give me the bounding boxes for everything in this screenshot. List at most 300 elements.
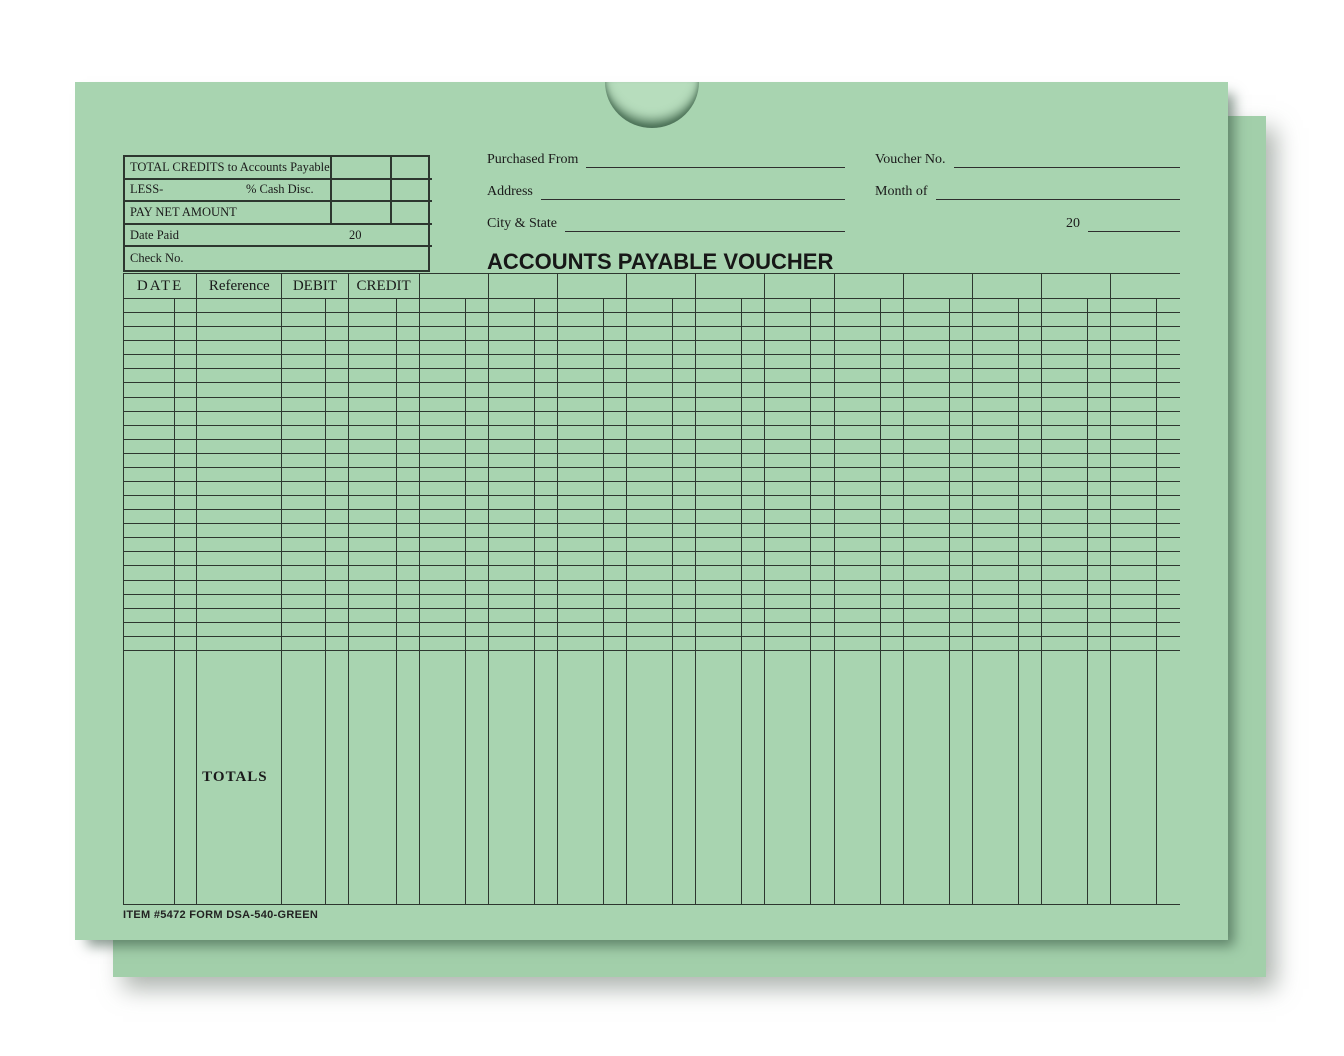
ledger-cell bbox=[534, 580, 557, 594]
ledger-cell bbox=[175, 341, 197, 355]
ledger-cell bbox=[534, 411, 557, 425]
ledger-cell bbox=[282, 636, 326, 650]
ledger-cell bbox=[557, 552, 603, 566]
ledger-cell bbox=[834, 453, 880, 467]
ledger-cell bbox=[949, 327, 972, 341]
ledger-cell bbox=[1157, 496, 1180, 510]
ledger-cell bbox=[673, 482, 696, 496]
ledger-cell bbox=[604, 594, 627, 608]
ledger-cell bbox=[465, 552, 488, 566]
ledger-cell bbox=[1111, 496, 1157, 510]
ledger-cell bbox=[557, 538, 603, 552]
ledger-cell bbox=[197, 482, 282, 496]
ledger-cell bbox=[534, 594, 557, 608]
ledger-cell bbox=[1018, 355, 1041, 369]
ledger-cell bbox=[1018, 524, 1041, 538]
ledger-cell bbox=[534, 369, 557, 383]
ledger-cell bbox=[1157, 608, 1180, 622]
ledger-cell bbox=[903, 313, 949, 327]
ledger-cell bbox=[419, 650, 465, 904]
ledger-cell bbox=[811, 453, 834, 467]
ledger-cell bbox=[765, 482, 811, 496]
ledger-cell bbox=[903, 467, 949, 481]
ledger-cell bbox=[742, 482, 765, 496]
ledger-cell bbox=[419, 608, 465, 622]
ledger-cell bbox=[1041, 383, 1087, 397]
ledger-cell bbox=[396, 580, 419, 594]
ledger-cell bbox=[1018, 369, 1041, 383]
ledger-cell bbox=[534, 650, 557, 904]
ledger-cell bbox=[1088, 566, 1111, 580]
ledger-cell bbox=[557, 636, 603, 650]
ledger-cell bbox=[1157, 355, 1180, 369]
summary-label: LESS- bbox=[130, 182, 164, 197]
ledger-cell bbox=[880, 650, 903, 904]
ledger-cell bbox=[488, 510, 534, 524]
ledger-cell bbox=[348, 383, 396, 397]
ledger-cell bbox=[834, 636, 880, 650]
ledger-cell bbox=[880, 608, 903, 622]
ledger-cell bbox=[627, 552, 673, 566]
ledger-cell bbox=[197, 411, 282, 425]
ledger-cell bbox=[972, 496, 1018, 510]
ledger-cell bbox=[197, 496, 282, 510]
ledger-cell bbox=[1018, 552, 1041, 566]
ledger-cell bbox=[765, 369, 811, 383]
ledger-cell bbox=[1018, 608, 1041, 622]
ledger-cell bbox=[348, 580, 396, 594]
summary-box bbox=[123, 155, 430, 272]
ledger-cell bbox=[1088, 313, 1111, 327]
ledger-cell bbox=[1088, 341, 1111, 355]
ledger-cell bbox=[348, 425, 396, 439]
ledger-cell bbox=[534, 524, 557, 538]
ledger-cell bbox=[903, 327, 949, 341]
ledger-cell bbox=[326, 425, 348, 439]
ledger-cell bbox=[465, 355, 488, 369]
ledger-cell bbox=[972, 650, 1018, 904]
ledger-cell bbox=[465, 383, 488, 397]
ledger-cell bbox=[1041, 397, 1087, 411]
ledger-cell bbox=[834, 622, 880, 636]
ledger-cell bbox=[696, 538, 742, 552]
ledger-cell bbox=[811, 439, 834, 453]
ledger-cell bbox=[197, 397, 282, 411]
ledger-cell bbox=[197, 327, 282, 341]
ledger-cell bbox=[348, 496, 396, 510]
ledger-cell bbox=[1018, 327, 1041, 341]
ledger-cell bbox=[488, 622, 534, 636]
ledger-cell bbox=[197, 341, 282, 355]
ledger-cell bbox=[742, 355, 765, 369]
ledger-cell bbox=[396, 341, 419, 355]
ledger-cell bbox=[627, 453, 673, 467]
ledger-cell bbox=[282, 538, 326, 552]
ledger-cell bbox=[1157, 650, 1180, 904]
ledger-cell bbox=[396, 425, 419, 439]
ledger-cell bbox=[488, 411, 534, 425]
ledger-cell bbox=[880, 496, 903, 510]
ledger-cell bbox=[949, 510, 972, 524]
ledger-cell bbox=[1018, 622, 1041, 636]
ledger-cell bbox=[1088, 355, 1111, 369]
ledger-cell bbox=[282, 313, 326, 327]
ledger-cell bbox=[903, 650, 949, 904]
ledger-cell bbox=[604, 580, 627, 594]
ledger-cell bbox=[419, 383, 465, 397]
ledger-cell bbox=[1111, 453, 1157, 467]
ledger-cell bbox=[811, 650, 834, 904]
ledger-cell bbox=[765, 439, 811, 453]
ledger-cell bbox=[1041, 439, 1087, 453]
ledger-cell bbox=[604, 608, 627, 622]
ledger-cell bbox=[348, 467, 396, 481]
ledger-cell bbox=[1111, 608, 1157, 622]
ledger-cell bbox=[1041, 299, 1087, 313]
ledger-cell bbox=[765, 397, 811, 411]
ledger-cell bbox=[1018, 594, 1041, 608]
ledger-cell bbox=[534, 538, 557, 552]
ledger-cell bbox=[811, 594, 834, 608]
ledger-cell bbox=[282, 411, 326, 425]
ledger-cell bbox=[534, 355, 557, 369]
ledger-cell bbox=[124, 594, 175, 608]
ledger-cell bbox=[488, 383, 534, 397]
field-city-state bbox=[487, 216, 845, 232]
ledger-cell bbox=[834, 467, 880, 481]
ledger-cell bbox=[197, 622, 282, 636]
ledger-cell bbox=[604, 566, 627, 580]
ledger-cell bbox=[419, 594, 465, 608]
ledger-cell bbox=[124, 425, 175, 439]
ledger-cell bbox=[124, 341, 175, 355]
ledger-cell bbox=[1157, 636, 1180, 650]
ledger-row bbox=[124, 622, 1181, 636]
ledger-cell bbox=[465, 636, 488, 650]
ledger-row bbox=[124, 636, 1181, 650]
ledger-cell bbox=[124, 327, 175, 341]
ledger-cell bbox=[124, 482, 175, 496]
ledger-cell bbox=[627, 439, 673, 453]
ledger-cell bbox=[972, 369, 1018, 383]
ledger-row bbox=[124, 524, 1181, 538]
ledger-cell bbox=[197, 636, 282, 650]
ledger-cell bbox=[465, 524, 488, 538]
ledger-cell bbox=[1041, 566, 1087, 580]
ledger-cell bbox=[465, 496, 488, 510]
ledger-cell bbox=[949, 650, 972, 904]
ledger-cell bbox=[124, 580, 175, 594]
ledger-cell bbox=[949, 341, 972, 355]
ledger-cell bbox=[396, 313, 419, 327]
ledger-cell bbox=[488, 453, 534, 467]
ledger-cell bbox=[1088, 524, 1111, 538]
ledger-cell bbox=[834, 397, 880, 411]
ledger-cell bbox=[557, 608, 603, 622]
ledger-cell bbox=[742, 538, 765, 552]
ledger-cell bbox=[348, 552, 396, 566]
ledger-cell bbox=[282, 594, 326, 608]
ledger-cell bbox=[811, 482, 834, 496]
ledger-cell bbox=[1018, 566, 1041, 580]
ledger-cell bbox=[557, 425, 603, 439]
ledger-cell bbox=[1111, 425, 1157, 439]
ledger-cell bbox=[880, 538, 903, 552]
ledger-cell bbox=[880, 327, 903, 341]
ledger-cell bbox=[557, 299, 603, 313]
ledger-cell bbox=[834, 327, 880, 341]
ledger-cell bbox=[1157, 341, 1180, 355]
ledger-row bbox=[124, 439, 1181, 453]
ledger-cell bbox=[880, 439, 903, 453]
summary-cents-cell bbox=[390, 180, 432, 201]
ledger-cell bbox=[696, 369, 742, 383]
ledger-cell bbox=[557, 467, 603, 481]
ledger-cell bbox=[326, 439, 348, 453]
field-voucher-no bbox=[875, 152, 1180, 168]
ledger-cell bbox=[465, 467, 488, 481]
ledger-cell bbox=[834, 383, 880, 397]
ledger-cell bbox=[604, 622, 627, 636]
ledger-cell bbox=[488, 594, 534, 608]
ledger-cell bbox=[348, 622, 396, 636]
ledger-row bbox=[124, 355, 1181, 369]
field-purchased-from bbox=[487, 152, 845, 168]
ledger-cell bbox=[197, 425, 282, 439]
ledger-cell bbox=[949, 552, 972, 566]
ledger-cell bbox=[326, 552, 348, 566]
ledger-cell bbox=[282, 608, 326, 622]
ledger-cell bbox=[197, 510, 282, 524]
ledger-cell bbox=[1111, 622, 1157, 636]
ledger-cell bbox=[880, 355, 903, 369]
thumb-cut-notch bbox=[605, 82, 699, 128]
ledger-cell bbox=[1018, 538, 1041, 552]
ledger-cell bbox=[396, 467, 419, 481]
ledger-cell bbox=[604, 355, 627, 369]
ledger-cell bbox=[557, 411, 603, 425]
ledger-cell bbox=[1041, 425, 1087, 439]
ledger-cell bbox=[1088, 453, 1111, 467]
ledger-cell bbox=[949, 467, 972, 481]
ledger-cell bbox=[197, 552, 282, 566]
ledger-cell bbox=[972, 383, 1018, 397]
ledger-cell bbox=[396, 397, 419, 411]
ledger-cell bbox=[282, 467, 326, 481]
ledger-cell bbox=[348, 453, 396, 467]
ledger-cell bbox=[1018, 636, 1041, 650]
ledger-cell bbox=[197, 453, 282, 467]
ledger-cell bbox=[488, 580, 534, 594]
ledger-cell bbox=[465, 411, 488, 425]
ledger-row bbox=[124, 327, 1181, 341]
ledger-cell bbox=[1157, 383, 1180, 397]
ledger-cell bbox=[811, 524, 834, 538]
ledger-cell bbox=[419, 524, 465, 538]
ledger-row bbox=[124, 411, 1181, 425]
ledger-cell bbox=[175, 397, 197, 411]
ledger-cell bbox=[1111, 552, 1157, 566]
blank-line bbox=[586, 152, 845, 168]
ledger-cell bbox=[696, 327, 742, 341]
ledger-cell bbox=[326, 482, 348, 496]
ledger-cell bbox=[326, 467, 348, 481]
ledger-cell bbox=[1111, 369, 1157, 383]
ledger-cell bbox=[949, 608, 972, 622]
ledger-cell bbox=[811, 355, 834, 369]
ledger-cell bbox=[175, 411, 197, 425]
ledger-cell bbox=[673, 566, 696, 580]
ledger-cell bbox=[557, 397, 603, 411]
summary-amount-cell bbox=[330, 157, 390, 178]
ledger-cell bbox=[765, 467, 811, 481]
ledger-cell bbox=[742, 608, 765, 622]
ledger-cell bbox=[949, 425, 972, 439]
summary-label: % Cash Disc. bbox=[245, 182, 314, 197]
blank-line bbox=[565, 216, 845, 232]
ledger-cell bbox=[1111, 341, 1157, 355]
ledger-cell bbox=[1018, 313, 1041, 327]
ledger-cell bbox=[557, 383, 603, 397]
ledger-row bbox=[124, 313, 1181, 327]
ledger-cell bbox=[348, 411, 396, 425]
ledger-cell bbox=[465, 453, 488, 467]
ledger-cell bbox=[282, 299, 326, 313]
ledger-cell bbox=[627, 608, 673, 622]
ledger-cell bbox=[175, 482, 197, 496]
ledger-row bbox=[124, 369, 1181, 383]
ledger-cell bbox=[742, 383, 765, 397]
ledger-cell bbox=[972, 482, 1018, 496]
ledger-cell bbox=[765, 355, 811, 369]
ledger-cell bbox=[811, 425, 834, 439]
ledger-cell bbox=[396, 608, 419, 622]
ledger-cell bbox=[696, 510, 742, 524]
ledger-cell bbox=[604, 453, 627, 467]
ledger-cell bbox=[972, 622, 1018, 636]
ledger-cell bbox=[396, 439, 419, 453]
ledger-cell bbox=[972, 552, 1018, 566]
ledger-cell bbox=[465, 482, 488, 496]
ledger-cell bbox=[396, 650, 419, 904]
ledger-cell bbox=[834, 369, 880, 383]
ledger-cell bbox=[880, 383, 903, 397]
ledger-cell bbox=[811, 369, 834, 383]
ledger-cell bbox=[880, 510, 903, 524]
ledger-cell bbox=[1111, 355, 1157, 369]
ledger-cell bbox=[880, 453, 903, 467]
ledger-cell bbox=[834, 355, 880, 369]
ledger-cell bbox=[880, 566, 903, 580]
ledger-cell bbox=[465, 608, 488, 622]
ledger-cell bbox=[765, 622, 811, 636]
ledger-cell bbox=[627, 327, 673, 341]
ledger-cell bbox=[1088, 369, 1111, 383]
ledger-cell bbox=[1111, 524, 1157, 538]
ledger-cell bbox=[834, 341, 880, 355]
ledger-cell bbox=[348, 327, 396, 341]
ledger-cell bbox=[1041, 538, 1087, 552]
ledger-cell bbox=[765, 524, 811, 538]
ledger-cell bbox=[1041, 369, 1087, 383]
ledger-cell bbox=[557, 496, 603, 510]
column-header bbox=[1041, 274, 1110, 299]
ledger-cell bbox=[742, 552, 765, 566]
summary-label: TOTAL CREDITS to Accounts Payable bbox=[130, 159, 330, 174]
field-label: Month of bbox=[875, 184, 928, 199]
ledger-cell bbox=[175, 552, 197, 566]
ledger-cell bbox=[326, 313, 348, 327]
ledger-cell bbox=[627, 510, 673, 524]
ledger-cell bbox=[742, 299, 765, 313]
ledger-cell bbox=[949, 439, 972, 453]
ledger-cell bbox=[534, 397, 557, 411]
column-header bbox=[627, 274, 696, 299]
ledger-cell bbox=[834, 425, 880, 439]
ledger-cell bbox=[1018, 411, 1041, 425]
ledger-cell bbox=[742, 496, 765, 510]
ledger-cell bbox=[972, 636, 1018, 650]
ledger-cell bbox=[1041, 327, 1087, 341]
ledger-cell bbox=[465, 594, 488, 608]
ledger-cell bbox=[1111, 411, 1157, 425]
blank-line bbox=[541, 184, 845, 200]
ledger-cell bbox=[348, 594, 396, 608]
ledger-cell bbox=[326, 453, 348, 467]
ledger-cell bbox=[811, 313, 834, 327]
ledger-cell bbox=[604, 383, 627, 397]
ledger-cell bbox=[1157, 327, 1180, 341]
ledger-cell bbox=[627, 538, 673, 552]
ledger-cell bbox=[326, 510, 348, 524]
ledger-cell bbox=[557, 594, 603, 608]
column-header bbox=[903, 274, 972, 299]
ledger-cell bbox=[1157, 510, 1180, 524]
ledger-cell bbox=[765, 538, 811, 552]
ledger-cell bbox=[124, 383, 175, 397]
ledger-cell bbox=[880, 313, 903, 327]
ledger-cell bbox=[604, 482, 627, 496]
ledger-cell bbox=[326, 411, 348, 425]
ledger-cell bbox=[742, 411, 765, 425]
ledger-cell bbox=[465, 299, 488, 313]
ledger-cell bbox=[834, 580, 880, 594]
ledger-cell bbox=[696, 608, 742, 622]
ledger-cell bbox=[765, 425, 811, 439]
ledger-cell bbox=[972, 425, 1018, 439]
ledger-cell bbox=[1018, 453, 1041, 467]
ledger-cell bbox=[903, 524, 949, 538]
ledger-cell bbox=[1157, 622, 1180, 636]
ledger-cell bbox=[348, 439, 396, 453]
ledger-row bbox=[124, 510, 1181, 524]
ledger-cell bbox=[627, 397, 673, 411]
ledger-cell bbox=[1088, 594, 1111, 608]
ledger-cell bbox=[396, 594, 419, 608]
ledger-cell bbox=[765, 636, 811, 650]
ledger-cell bbox=[811, 496, 834, 510]
ledger-cell bbox=[419, 510, 465, 524]
ledger-cell bbox=[1157, 538, 1180, 552]
ledger-cell bbox=[348, 650, 396, 904]
ledger-cell bbox=[534, 425, 557, 439]
ledger-cell bbox=[880, 369, 903, 383]
ledger-cell bbox=[124, 510, 175, 524]
ledger-cell bbox=[197, 299, 282, 313]
ledger-cell bbox=[811, 383, 834, 397]
ledger-cell bbox=[488, 496, 534, 510]
column-header: DEBIT bbox=[282, 274, 348, 299]
